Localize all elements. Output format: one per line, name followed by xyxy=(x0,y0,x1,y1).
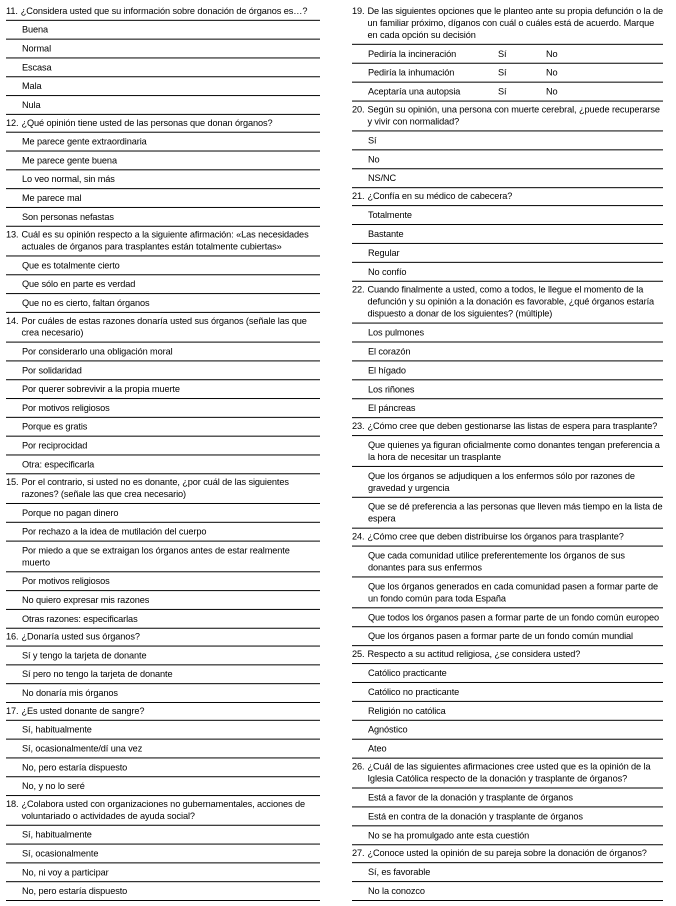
question-20 xyxy=(352,102,663,132)
question-14 xyxy=(6,313,320,343)
answer-option[interactable]: Ateo xyxy=(352,740,663,759)
question-17 xyxy=(6,703,320,721)
question-text: Cuál es su opinión respecto a la siguiente afirmación: «Las necesidades actuales de órganos para trasplantes están totalmente cubiertas» xyxy=(21,229,309,252)
answer-option[interactable]: Que se dé preferencia a las personas que lleven más tiempo en la lista de espera xyxy=(352,498,663,529)
answer-option[interactable]: Me parece gente buena xyxy=(6,152,320,171)
question-number: 14. xyxy=(6,315,19,326)
decision-label: Pediría la incineración xyxy=(368,48,457,59)
answer-option[interactable]: Otras razones: especificarlas xyxy=(6,610,320,629)
question-text: Según su opinión, una persona con muerte cerebral, ¿puede recuperarse y vivir con normalidad? xyxy=(367,104,660,127)
decision-label: Aceptaría una autopsia xyxy=(368,86,461,97)
no-option[interactable]: No xyxy=(546,86,558,97)
question-number: 22. xyxy=(352,284,365,295)
question-number: 13. xyxy=(6,229,19,240)
answer-option[interactable]: Lo veo normal, sin más xyxy=(6,170,320,189)
question-text: ¿Donaría usted sus órganos? xyxy=(21,631,140,642)
question-19-rows xyxy=(352,45,663,102)
question-23 xyxy=(352,418,663,436)
question-text: De las siguientes opciones que le planteo ante su propia defunción o la de un familiar próximo, díganos con cuál o cuáles está de acuerdo. Marque en cada opción su decisión xyxy=(367,5,663,40)
question-11 xyxy=(6,3,320,21)
yes-option[interactable]: Sí xyxy=(498,48,507,59)
right-questions xyxy=(352,102,663,901)
answer-option[interactable]: Que los órganos generados en cada comunidad pasen a formar parte de un fondo común para toda España xyxy=(352,577,663,608)
answer-option[interactable]: Que los órganos pasen a formar parte de un fondo común mundial xyxy=(352,627,663,646)
question-number: 26. xyxy=(352,761,365,772)
answer-option[interactable]: Religión no católica xyxy=(352,702,663,721)
answer-option[interactable]: El páncreas xyxy=(352,399,663,418)
answer-option[interactable]: Sí, habitualmente xyxy=(6,826,320,845)
answer-option[interactable]: Me parece mal xyxy=(6,189,320,208)
question-block xyxy=(6,796,320,901)
answer-option[interactable]: Bastante xyxy=(352,225,663,244)
question-block xyxy=(6,3,320,115)
answer-option[interactable]: Porque no pagan dinero xyxy=(6,504,320,523)
question-block xyxy=(6,474,320,628)
question-block xyxy=(6,703,320,796)
question-text: ¿Qué opinión tiene usted de las personas que donan órganos? xyxy=(21,117,273,128)
answer-option[interactable]: Nula xyxy=(6,96,320,115)
answer-option[interactable]: Regular xyxy=(352,244,663,263)
answer-option[interactable]: Sí xyxy=(352,131,663,150)
answer-option[interactable]: No, ni voy a participar xyxy=(6,863,320,882)
answer-option[interactable]: Escasa xyxy=(6,58,320,77)
question-26 xyxy=(352,759,663,789)
answer-option[interactable]: No, y no lo seré xyxy=(6,777,320,796)
decision-row[interactable] xyxy=(352,45,663,64)
question-text: Por cuáles de estas razones donaría usted sus órganos (señale las que crea necesario) xyxy=(21,315,307,338)
question-25 xyxy=(352,646,663,664)
answer-option[interactable]: Que todos los órganos pasen a formar parte de un fondo común europeo xyxy=(352,608,663,627)
question-number: 23. xyxy=(352,421,365,432)
answer-option[interactable]: No quiero expresar mis razones xyxy=(6,591,320,610)
answer-option[interactable]: No, pero estaría dispuesto xyxy=(6,882,320,901)
answer-option[interactable]: Normal xyxy=(6,40,320,59)
question-text: ¿Confía en su médico de cabecera? xyxy=(367,191,513,202)
decision-row[interactable] xyxy=(352,64,663,83)
question-number: 19. xyxy=(352,5,365,16)
question-number: 25. xyxy=(352,649,365,660)
question-text: ¿Colabora usted con organizaciones no gubernamentales, acciones de voluntariado o actividades de ayuda social? xyxy=(21,799,305,821)
no-option[interactable]: No xyxy=(546,67,558,78)
question-number: 24. xyxy=(352,531,365,542)
answer-option[interactable]: Que sólo en parte es verdad xyxy=(6,275,320,294)
answer-option[interactable]: Sí, es favorable xyxy=(352,863,663,882)
answer-option[interactable]: Mala xyxy=(6,77,320,96)
answer-option[interactable]: Son personas nefastas xyxy=(6,208,320,227)
question-number: 16. xyxy=(6,631,19,642)
answer-option[interactable]: Por considerarlo una obligación moral xyxy=(6,343,320,362)
answer-option[interactable]: Por reciprocidad xyxy=(6,437,320,456)
answer-option[interactable]: No xyxy=(352,150,663,169)
answer-option[interactable]: Por querer sobrevivir a la propia muerte xyxy=(6,380,320,399)
question-text: Respecto a su actitud religiosa, ¿se considera usted? xyxy=(367,649,581,660)
answer-option[interactable]: Sí, ocasionalmente/dí una vez xyxy=(6,740,320,759)
question-number: 15. xyxy=(6,477,19,488)
question-block xyxy=(6,629,320,703)
question-13 xyxy=(6,227,320,257)
question-18 xyxy=(6,796,320,826)
right-column xyxy=(352,3,663,901)
answer-option[interactable]: Por motivos religiosos xyxy=(6,399,320,418)
answer-option[interactable]: Está a favor de la donación y trasplante de órganos xyxy=(352,789,663,808)
answer-option[interactable]: Otra: especificarla xyxy=(6,455,320,474)
question-27 xyxy=(352,845,663,863)
question-block xyxy=(352,529,663,646)
question-text: ¿Es usted donante de sangre? xyxy=(21,705,145,716)
answer-option[interactable]: Que los órganos se adjudiquen a los enfermos sólo por razones de gravedad y urgencia xyxy=(352,467,663,498)
answer-option[interactable]: No confío xyxy=(352,263,663,282)
question-number: 21. xyxy=(352,191,365,202)
question-number: 20. xyxy=(352,104,365,115)
answer-option[interactable]: No, pero estaría dispuesto xyxy=(6,758,320,777)
answer-option[interactable]: El corazón xyxy=(352,342,663,361)
question-21 xyxy=(352,188,663,206)
answer-option[interactable]: Que cada comunidad utilice preferentemente los órganos de sus donantes para sus enfermos xyxy=(352,547,663,578)
yes-option[interactable]: Sí xyxy=(498,67,507,78)
answer-option[interactable]: NS/NC xyxy=(352,169,663,188)
answer-option[interactable]: Sí y tengo la tarjeta de donante xyxy=(6,647,320,666)
decision-label: Pediría la inhumación xyxy=(368,67,455,78)
answer-option[interactable]: Por motivos religiosos xyxy=(6,572,320,591)
question-text: ¿Considera usted que su información sobre donación de órganos es…? xyxy=(20,5,308,16)
left-column xyxy=(6,3,320,901)
answer-option[interactable]: Que es totalmente cierto xyxy=(6,256,320,275)
question-12 xyxy=(6,115,320,133)
question-number: 27. xyxy=(352,848,365,859)
answer-option[interactable]: Está en contra de la donación y trasplante de órganos xyxy=(352,807,663,826)
answer-option[interactable]: Que quienes ya figuran oficialmente como donantes tengan preferencia a la hora de necesitar un trasplante xyxy=(352,436,663,467)
question-block xyxy=(6,313,320,474)
question-block xyxy=(352,102,663,189)
question-block xyxy=(352,188,663,282)
question-block xyxy=(352,282,663,418)
answer-option[interactable]: No se ha promulgado ante esta cuestión xyxy=(352,826,663,845)
no-option[interactable]: No xyxy=(546,48,558,59)
question-text: ¿Cuál de las siguientes afirmaciones cree usted que es la opinión de la Iglesia Católica respecto de la donación y trasplante de órganos? xyxy=(367,761,651,784)
question-text: Por el contrario, si usted no es donante, ¿por cuál de las siguientes razones? (señale las que crea necesario) xyxy=(21,477,289,500)
question-block xyxy=(352,845,663,901)
answer-option[interactable]: Por miedo a que se extraigan los órganos antes de estar realmente muerto xyxy=(6,542,320,573)
answer-option[interactable]: Que no es cierto, faltan órganos xyxy=(6,294,320,313)
question-text: Cuando finalmente a usted, como a todos, le llegue el momento de la defunción y su opinión a la donación es favorable, ¿qué órganos estaría dispuesto a donar de los siguientes? (múltiple) xyxy=(367,284,655,319)
answer-option[interactable]: Sí pero no tengo la tarjeta de donante xyxy=(6,665,320,684)
question-block xyxy=(352,418,663,529)
answer-option[interactable]: Católico practicante xyxy=(352,664,663,683)
question-number: 18. xyxy=(6,799,19,809)
answer-option[interactable]: Los pulmones xyxy=(352,324,663,343)
question-text: ¿Conoce usted la opinión de su pareja sobre la donación de órganos? xyxy=(367,848,647,859)
question-block xyxy=(6,115,320,227)
answer-option[interactable]: Totalmente xyxy=(352,206,663,225)
answer-option[interactable]: No donaría mis órganos xyxy=(6,684,320,703)
question-16 xyxy=(6,629,320,647)
answer-option[interactable]: Los riñones xyxy=(352,380,663,399)
answer-option[interactable]: Me parece gente extraordinaria xyxy=(6,133,320,152)
answer-option[interactable]: Por solidaridad xyxy=(6,361,320,380)
question-19 xyxy=(352,3,663,45)
question-block xyxy=(352,759,663,846)
answer-option[interactable]: Porque es gratis xyxy=(6,418,320,437)
decision-row[interactable] xyxy=(352,83,663,102)
answer-option[interactable]: Buena xyxy=(6,21,320,40)
answer-option[interactable]: Agnóstico xyxy=(352,721,663,740)
question-number: 17. xyxy=(6,705,19,716)
question-text: ¿Cómo cree que deben distribuirse los órganos para trasplante? xyxy=(367,531,624,542)
answer-option[interactable]: Sí, habitualmente xyxy=(6,721,320,740)
question-15 xyxy=(6,474,320,504)
question-number: 12. xyxy=(6,117,19,128)
answer-option[interactable]: Sí, ocasionalmente xyxy=(6,845,320,864)
answer-option[interactable]: El hígado xyxy=(352,361,663,380)
question-22 xyxy=(352,282,663,324)
question-number: 11. xyxy=(6,5,18,16)
question-24 xyxy=(352,529,663,547)
question-block xyxy=(352,646,663,758)
question-text: ¿Cómo cree que deben gestionarse las listas de espera para trasplante? xyxy=(367,421,658,432)
answer-option[interactable]: Católico no practicante xyxy=(352,683,663,702)
answer-option[interactable]: Por rechazo a la idea de mutilación del cuerpo xyxy=(6,523,320,542)
yes-option[interactable]: Sí xyxy=(498,86,507,97)
question-block xyxy=(6,227,320,313)
answer-option[interactable]: No la conozco xyxy=(352,882,663,901)
